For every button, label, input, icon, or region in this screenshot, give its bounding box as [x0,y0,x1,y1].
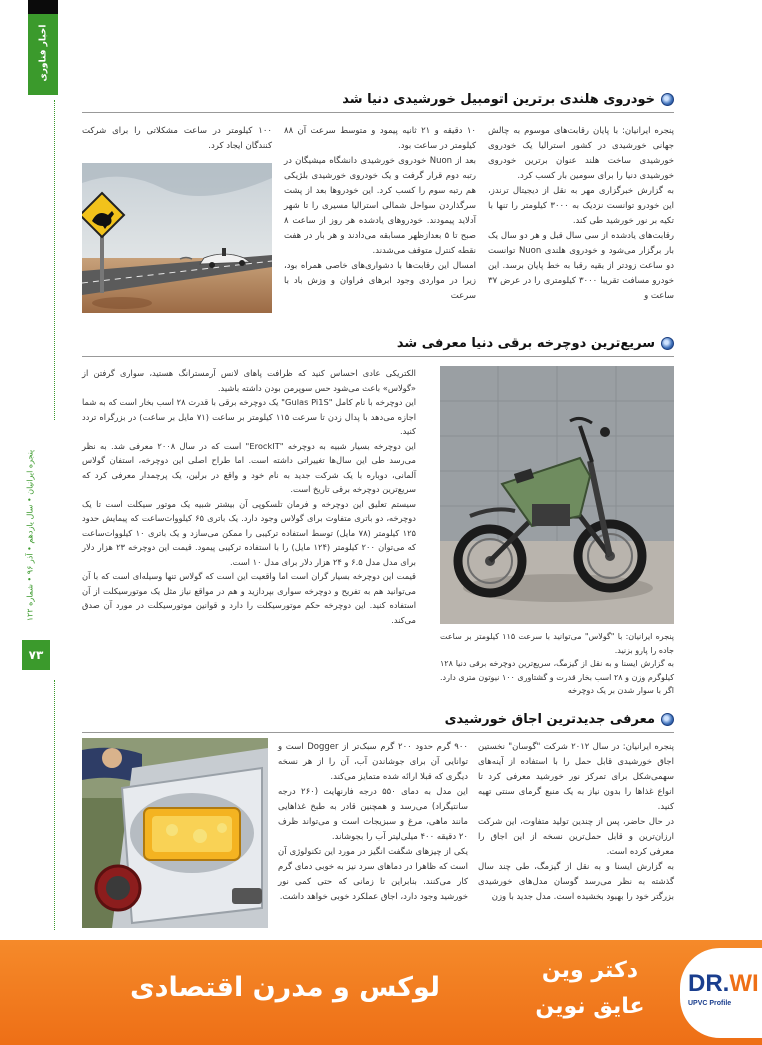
solar-cooker-photo [82,738,268,928]
article1-heading [342,92,674,107]
electric-bike-photo [440,366,674,624]
article3-col-right [478,740,674,905]
article3-para6: یکی از چیزهای شگفت انگیز در مورد این تکنولوژی آن است که ظاهرا در دماهای سرد نیز به خوبی دمای گرم کار می‌کنند. بنابراین تا زمانی که حتی کمی نور خورشید وجود دارد، اجاق عملکرد خوبی خواهد داشت. [278,847,468,902]
article1-title: خودروی هلندی برترین اتومبیل خورشیدی دنیا شد [342,92,655,107]
article1-col-left [82,124,272,154]
article3-para3: به گزارش ایسنا و به نقل از گیزمگ، طی چند سال گذشته به نظر می‌رسد گوسان مدل‌های خورشیدی بزرگتر خود را بهبود بخشیده است. مدل جدید با وزن [478,862,674,902]
article2-rule [82,356,674,357]
footer-brand-line1: دکتر وین [541,958,639,983]
section-tab-label: اخبار فناوری [38,24,49,82]
article3-col-mid [278,740,468,905]
solar-cooker-illustration [82,738,268,928]
article1-col-mid [284,124,476,304]
article1-para4: ۱۰ دقیقه و ۲۱ ثانیه پیمود و متوسط سرعت آن ۸۸ کیلومتر در ساعت بود. [284,126,476,151]
article2-para3: این دوچرخه بسیار شبیه به دوچرخه "ErockIT" است که در سال ۲۰۰۸ معرفی شد. به نظر می‌رسد طی این سال‌ها تغییراتی داشته است. اما طراح اصلی این دوچرخه، استفان گولاس آلمانی، دوباره با یک شرکت جدید به نام خود و واقع در برلین، یک پرچمدار معرفی کرد که سریع‌ترین دوچرخه برقی تاریخ است. [82,440,416,494]
footer-slogan: لوکس و مدرن اقتصادی [129,972,441,1003]
logo-subtitle: UPVC Profile [688,1000,732,1007]
article3-para5: این مدل به دمای ۵۵۰ درجه فارنهایت (۲۶۰ درجه سانتیگراد) می‌رسد و همچنین قادر به طبخ غذاهایی مانند ماهی، مرغ و سبزیجات است و می‌تواند ظرف ۲۰ دقیقه ۴۰۰ میلی‌لیتر آب را بجوشاند. [278,787,469,842]
margin-dotted-line [54,100,55,420]
margin-dotted-line-lower [54,680,55,930]
logo-wordmark [688,970,759,998]
article2-heading [397,336,674,351]
section-tab-cap [28,0,58,14]
article1-para2: به گزارش خبرگزاری مهر به نقل از دیجیتال ترندز، این خودرو توانست نزدیک به ۳۰۰۰ کیلومتر را تنها با تکیه بر نور خورشید طی کند. [488,186,675,226]
article1-col-right [488,124,674,304]
brand-logo [680,948,762,1038]
page-number: ۷۳ [22,640,50,670]
article2-para1: الکتریکی عادی احساس کنید که ظرافت پاهای لانس آرمسترانگ هستید، سواری گرفتن از «گولاس» باعث می‌شود حس سوپرمن بودن داشته باشید. [82,368,416,393]
article3-heading [445,712,674,727]
footer-brand-line2: عایق نوین [535,994,645,1019]
globe-bullet-icon [661,713,674,726]
article2-caption2: به گزارش ایسنا و به نقل از گیزمگ، سریع‌ترین دوچرخه برقی دنیا ۱۲۸ کیلوگرم وزن و ۲۸ اسب بخار قدرت و گشتاوری ۱۰۰ نیوتون متری دارد. اگر با سوار شدن بر یک دوچرخه [440,659,675,695]
article1-para7: ۱۰۰ کیلومتر در ساعت مشکلاتی را برای شرکت کنندگان ایجاد کرد. [82,126,272,151]
article1-para3: رقابت‌های یادشده از سی سال قبل و هر دو سال یک بار برگزار می‌شود و خودروی هلندی Nuon توانست دو ساعت زودتر از بقیه رقبا به خط پایان برسد. این خودرو مسافت تقریبا ۳۰۰۰ کیلومتری را در عرض ۳۷ ساعت و [488,231,674,301]
globe-bullet-icon [661,337,674,350]
article3-para1: پنجره ایرانیان: در سال ۲۰۱۲ شرکت "گوسان" نخستین اجاق خورشیدی قابل حمل را با استفاده از آینه‌های سهمی‌شکل برای تمرکز نور خورشید معرفی کرد تا انواع غذاها را بدون نیاز به یک منبع گرمای سنتی تهیه کنید. [478,742,674,812]
article2-title: سریع‌ترین دوچرخه برقی دنیا معرفی شد [396,336,655,351]
article3-para4: ۹۰۰ گرم حدود ۲۰۰ گرم سبک‌تر از Dogger است و توانایی آن برای جوشاندن آب، آن را از هر نسخه دیگری که قبلا ارائه شده متمایز می‌کند. [278,742,468,782]
logo-w: WI [729,970,759,997]
article2-caption1: پنجره ایرانیان: با "گولاس" می‌توانید با سرعت ۱۱۵ کیلومتر بر ساعت جاده را پارو بزنید. [440,632,674,655]
article2-body [82,366,416,627]
logo-dr: DR. [688,970,730,997]
article3-title: معرفی جدیدترین اجاق خورشیدی [444,712,655,727]
electric-bike-illustration [440,366,674,624]
article2-para2: این دوچرخه با نام کامل "Gulas Pi1S" یک دوچرخه برقی با قدرت ۲۸ اسب بخار است که به شما اجازه می‌دهد با پدال زدن تا سرعت ۱۱۵ کیلومتر بر ساعت (۷۱ مایل بر ساعت) در بزرگراه تردد کنید. [82,397,417,436]
article2-caption [440,630,674,698]
article2-para5: قیمت این دوچرخه بسیار گران است اما واقعیت این است که گولاس تنها وسیله‌ای است که با آن می‌توانید هم به تفریح و دوچرخه سواری بپردازید و هم در مواقع نیاز مثل یک موتورسیکلت از آن استفاده کنید. این دوچرخه حکم موتورسیکلت را دارد و قوانین موتورسیکلت در مورد آن صدق می‌کند. [82,571,416,625]
article1-para6: امسال این رقابت‌ها با دشواری‌های خاصی همراه بود، زیرا در مواردی وجود ابرهای فراوان و وزش باد با سرعت [284,261,476,301]
solar-car-photo [82,163,272,313]
article1-para1: پنجره ایرانیان: با پایان رقابت‌های موسوم به چالش جهانی خورشیدی در کشور استرالیا یک خودروی خورشیدی ساخت هلند عنوان برترین خودروی خورشیدی دنیا را برای سومین بار کسب کرد. [488,126,674,181]
article3-rule [82,732,674,733]
article1-para5: بعد از Nuon خودروی خورشیدی دانشگاه میشیگان در رتبه دوم قرار گرفت و یک خودروی خورشیدی بلژیکی هم رتبه سوم را کسب کرد. این خودروها بعد از پشت سرگذاردن سواحل شمالی استرالیا مسیری را تا شهر آدلاید پیمودند. خودروهای یادشده هر روز از ساعت ۸ صبح تا ۵ بعدازظهر مسابقه می‌دادند و هر بار در هفت نقطه کنترل متوقف می‌شدند. [284,156,476,256]
solar-car-illustration [82,163,272,313]
article1-rule [82,112,674,113]
globe-bullet-icon [661,93,674,106]
issue-line: پنجره ایرانیان • سال یازدهم • آذر ۹۶ • شماره ۱۲۲ [25,449,35,621]
article3-para2: در حال حاضر، پس از چندین تولید متفاوت، این شرکت ارزان‌ترین و قابل حمل‌ترین نسخه از این اجاق را معرفی کرده است. [478,817,674,857]
article2-para4: سیستم تعلیق این دوچرخه و فرمان تلسکوپی آن بیشتر شبیه یک موتور سیکلت است تا یک دوچرخه، دو باتری متفاوت برای گولاس وجود دارد. یک باتری ۶۵ کیلووات‌ساعت که پیمایش حدود ۱۲۵ کیلومتر (۷۸ مایل) توسط استفاده ترکیبی را ممکن می‌سازد و یک باتری ۱۰ کیلووات‌ساعت که می‌توان ۲۰۰ کیلومتر (۱۲۴ مایل) را با استفاده ترکیبی پیمود. قیمت این دوچرخه ۲۳ هزار دلار برای مدل مدل ۶.۵ و ۲۴ هزار دلار برای مدل ۱۰ است. [82,498,417,567]
